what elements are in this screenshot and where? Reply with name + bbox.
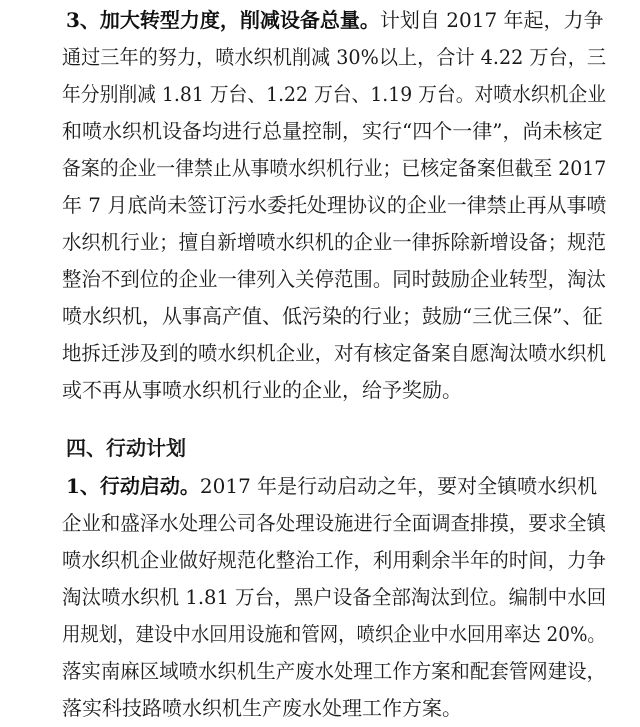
para1-line-4: 和喷水织机设备均进行总量控制，实行“四个一律”，尚未核定 [62,119,603,143]
para1-line-1 [66,5,604,35]
para2-line-7: 落实科技路喷水织机生产废水处理工作方案。 [62,696,462,720]
para1-line-9: 喷水织机，从事高产值、低污染的行业；鼓励“三优三保”、征 [62,304,603,328]
para1-line-1-text: 计划自 2017 年起，力争 [379,8,604,32]
para1-line-7: 水织机行业；擅自新增喷水织机的企业一律拆除新增设备；规范 [62,230,606,254]
para1-line-5: 备案的企业一律禁止从事喷水织机行业；已核定备案但截至 2017 [62,156,607,180]
para1-lead-bold: 3、加大转型力度，削减设备总量。 [66,8,380,32]
para1-line-2: 通过三年的努力，喷水织机削减 30%以上，合计 4.22 万台，三 [62,45,607,69]
section-heading: 四、行动计划 [66,436,186,460]
para1-line-3: 年分别削减 1.81 万台、1.22 万台、1.19 万台。对喷水织机企业 [62,82,607,106]
para2-line-3: 喷水织机企业做好规范化整治工作，利用剩余半年的时间，力争 [62,548,606,572]
para1-line-11: 或不再从事喷水织机行业的企业，给予奖励。 [62,378,462,402]
para1-line-8: 整治不到位的企业一律列入关停范围。同时鼓励企业转型，淘汰 [62,267,606,291]
para2-line-4: 淘汰喷水织机 1.81 万台，黑户设备全部淘汰到位。编制中水回 [62,585,607,609]
para2-line-1-text: 2017 年是行动启动之年，要对全镇喷水织机 [199,474,598,498]
para2-line-5: 用规划，建设中水回用设施和管网，喷织企业中水回用率达 20%。 [62,622,606,646]
para2-line-2: 企业和盛泽水处理公司各处理设施进行全面调查排摸，要求全镇 [62,511,606,535]
para1-line-10: 地拆迁涉及到的喷水织机企业，对有核定备案自愿淘汰喷水织机 [62,341,606,365]
para1-line-6: 年 7 月底尚未签订污水委托处理协议的企业一律禁止再从事喷 [62,193,607,217]
para2-lead-bold: 1、行动启动。 [66,474,200,498]
para2-line-1 [66,471,597,501]
para2-line-6: 落实南麻区域喷水织机生产废水处理工作方案和配套管网建设， [62,659,606,683]
